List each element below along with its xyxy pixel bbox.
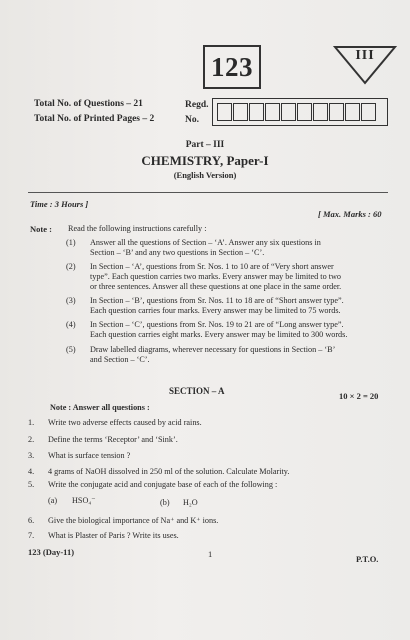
- note-intro: Read the following instructions carefully :: [68, 224, 207, 233]
- section-heading: SECTION – A: [169, 386, 225, 396]
- instruction-5: Draw labelled diagrams, wherever necessary for questions in Section – ‘B’ and Section – ‘C’.: [90, 345, 336, 365]
- footer-code: 123 (Day-11): [28, 547, 75, 557]
- max-marks: [ Max. Marks : 60: [318, 209, 382, 219]
- regd-number-box: [212, 98, 388, 126]
- question-number: 1.: [28, 418, 35, 427]
- page-number: 1: [208, 549, 213, 559]
- question-1: Write two adverse effects caused by acid rains.: [48, 418, 202, 427]
- paper-code-box: [203, 45, 261, 89]
- pto-label: P.T.O.: [356, 554, 379, 564]
- regd-cell: [233, 103, 248, 121]
- question-2: Define the terms ‘Receptor’ and ‘Sink’.: [48, 435, 178, 444]
- question-number: 4.: [28, 467, 35, 476]
- question-number: 5.: [28, 480, 35, 489]
- regd-cell: [249, 103, 264, 121]
- regd-cell: [281, 103, 296, 121]
- instruction-number: (4): [66, 320, 76, 329]
- total-pages: Total No. of Printed Pages – 2: [34, 114, 155, 124]
- paper-code: 123: [211, 51, 253, 82]
- q5-option-b-label: (b): [160, 498, 170, 507]
- part-title: Part – III: [185, 140, 225, 150]
- regd-cell: [345, 103, 360, 121]
- q5-option-b-value: H₂O: [183, 498, 198, 507]
- regd-cell: [297, 103, 312, 121]
- regd-cell: [217, 103, 232, 121]
- question-number: 2.: [28, 435, 35, 444]
- section-note: Note : Answer all questions :: [50, 403, 150, 412]
- q5-option-a-label: (a): [48, 496, 58, 505]
- question-6: Give the biological importance of Na⁺ and K⁺ ions.: [48, 516, 219, 525]
- instruction-4: In Section – ‘C’, questions from Sr. Nos. 19 to 21 are of “Long answer type”. Each question carries eight marks. Every answer may be limited to 300 words.: [90, 320, 348, 340]
- note-label: Note :: [30, 224, 52, 234]
- regd-cell: [329, 103, 344, 121]
- version-title: (English Version): [173, 170, 237, 180]
- time-allowed: Time : 3 Hours ]: [30, 199, 89, 209]
- instruction-number: (3): [66, 296, 76, 305]
- instruction-3: In Section – ‘B’, questions from Sr. Nos. 11 to 18 are of “Short answer type”. Each question carries four marks. Every answer may be limited to 75 words.: [90, 296, 344, 316]
- part-numeral: III: [355, 48, 375, 63]
- question-3: What is surface tension ?: [48, 451, 131, 460]
- instruction-number: (5): [66, 345, 76, 354]
- instruction-2: In Section – ‘A’, questions from Sr. Nos. 1 to 10 are of “Very short answer type”. Each question carries two marks. Every answer may be limited to two or three sentences. Answer all these questions at one place in the same order.: [90, 262, 342, 292]
- total-questions: Total No. of Questions – 21: [34, 99, 143, 109]
- instruction-1: Answer all the questions of Section – ‘A’. Answer any six questions in Section – ‘B’ and any two questions in Section – ‘C’.: [90, 238, 321, 258]
- question-number: 3.: [28, 451, 35, 460]
- question-4: 4 grams of NaOH dissolved in 250 ml of the solution. Calculate Molarity.: [48, 467, 290, 476]
- regd-cell: [361, 103, 376, 121]
- divider: [28, 192, 388, 193]
- question-number: 7.: [28, 531, 35, 540]
- instruction-number: (1): [66, 238, 76, 247]
- question-5: Write the conjugate acid and conjugate base of each of the following :: [48, 480, 278, 489]
- q5-option-a-value: HSO₄⁻: [72, 496, 96, 505]
- regd-cell: [313, 103, 328, 121]
- regd-no-label: No.: [185, 115, 199, 125]
- regd-label: Regd.: [185, 100, 209, 110]
- question-number: 6.: [28, 516, 35, 525]
- subject-title: CHEMISTRY, Paper-I: [141, 153, 269, 168]
- regd-cell: [265, 103, 280, 121]
- instruction-number: (2): [66, 262, 76, 271]
- question-7: What is Plaster of Paris ? Write its uses.: [48, 531, 179, 540]
- section-marks: 10 × 2 = 20: [339, 391, 379, 401]
